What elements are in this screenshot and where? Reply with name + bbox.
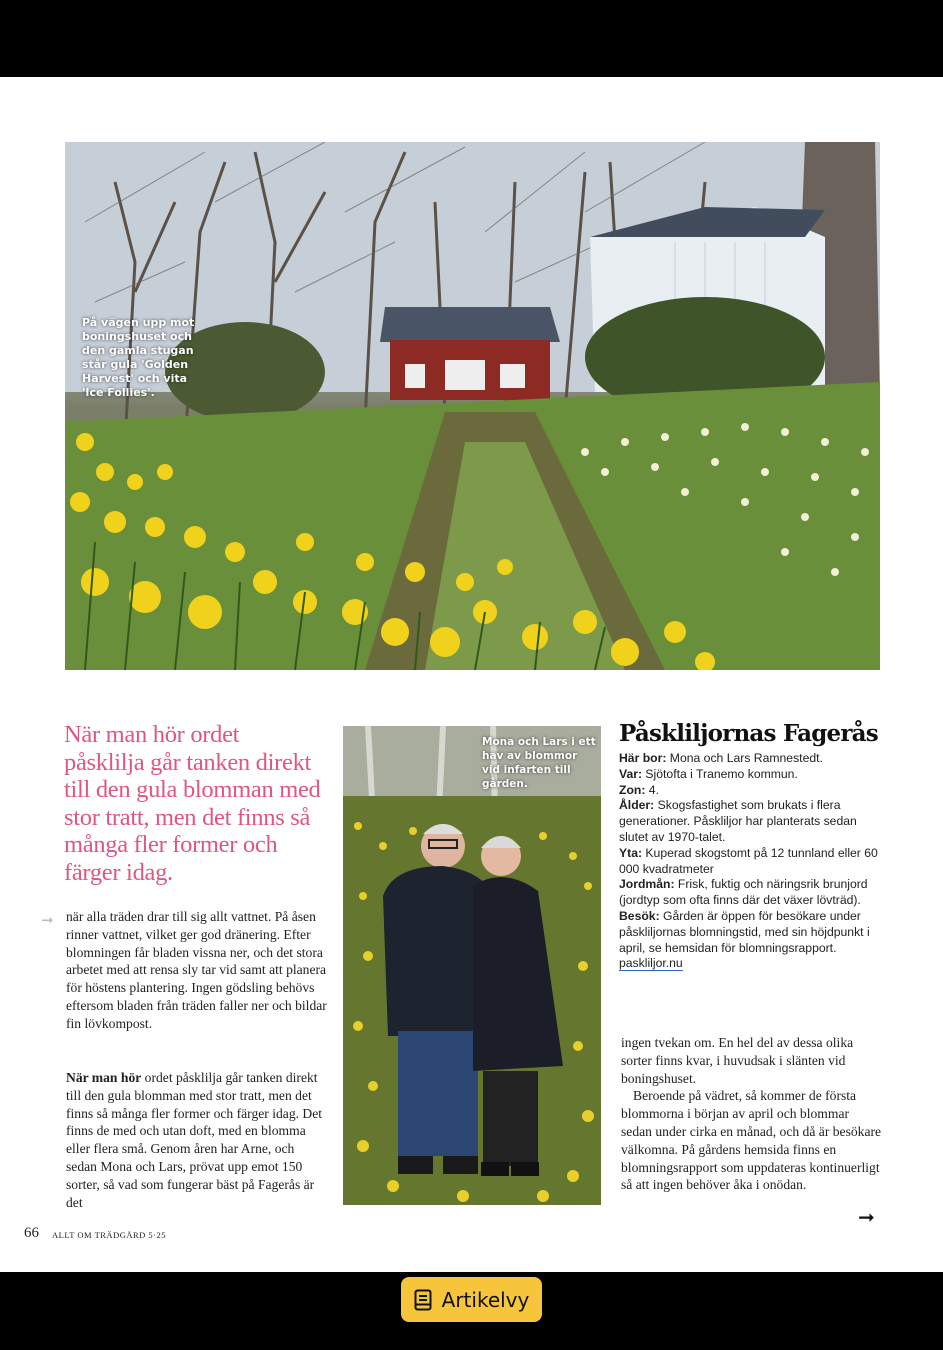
- article-icon: [414, 1289, 432, 1311]
- fact-row: Yta: Kuperad skogstomt på 12 tunnland eller 60 000 kvadratmeter: [619, 845, 878, 876]
- next-page-arrow-icon: ➞: [858, 1205, 875, 1229]
- fact-row: Ålder: Skogsfastighet som brukats i flera generationer. Påskliljor har planterats sedan slutet av 1970-talet.: [619, 798, 857, 844]
- continue-arrow-icon: ➞: [41, 911, 54, 929]
- paragraph: Beroende på vädret, så kommer de första blommorna i början av april och blommar sedan under cirka en månad, och då är besökare välkomna. På gårdens hemsida finns en blomningsrapport som uppdateras kontinuerligt så att ingen behöver åka i onödan.: [621, 1088, 882, 1193]
- portrait-photo: [343, 726, 601, 1205]
- top-bar: [0, 0, 943, 77]
- body-text-column-1a: när alla träden drar till sig allt vattnet. På åsen rinner vattnet, vilket ger god dränering. Efter blomningen får bladen vissna ner, och det stora arbetet med att rensa sly tar vid samt att planera för höstens plantering. Ingen gödsling behövs eftersom bladen från träden faller ner och bildar fin lövkompost.: [66, 909, 327, 1031]
- portrait-illustration: [343, 726, 601, 1205]
- body-text-column-1b: [66, 1069, 328, 1211]
- fact-row: Zon: 4.: [619, 782, 659, 797]
- factbox-title: Påskliljornas Fagerås: [619, 720, 878, 747]
- body-text-column-3: [621, 1034, 883, 1194]
- magazine-name: ALLT OM TRÄDGÅRD 5·25: [52, 1230, 167, 1240]
- factbox: [619, 751, 879, 972]
- fact-row: Här bor: Mona och Lars Ramnestedt.: [619, 751, 823, 765]
- hero-photo: [65, 142, 880, 670]
- hero-illustration: [65, 142, 880, 670]
- article-view-button[interactable]: [401, 1277, 542, 1322]
- paragraph-lead-in: När man hör: [66, 1070, 142, 1085]
- article-lead: När man hör ordet påsklilja går tanken direkt till den gula blomman med stor tratt, men det finns så många fler former och färger idag.: [64, 721, 321, 886]
- fact-row: Var: Sjötofta i Tranemo kommun.: [619, 766, 798, 781]
- article-view-label: Artikelvy: [441, 1287, 530, 1312]
- paragraph: ingen tvekan om. En hel del av dessa olika sorter finns kvar, i huvudsak i slänten vid boningshuset.: [621, 1035, 854, 1086]
- page-number: 66: [24, 1225, 39, 1241]
- fact-row: Jordmån: Frisk, fuktig och näringsrik brunjord (jordtyp som ofta finns där det växer lövträd).: [619, 877, 868, 908]
- website-link[interactable]: paskliljor.nu: [619, 956, 683, 971]
- magazine-page: [0, 77, 943, 1272]
- fact-row: Besök: Gården är öppen för besökare under påskliljornas blomningstid, med sin höjdpunkt i april, se hemsidan för blomningsrapport.: [619, 908, 870, 955]
- portrait-caption: Mona och Lars i ett hav av blommor vid infarten till gården.: [482, 736, 596, 790]
- hero-caption: På vägen upp mot boningshuset och den gamla stugan står gula 'Golden Harvest' och vita 'Ice Follies'.: [82, 316, 195, 399]
- paragraph-text: ordet påsklilja går tanken direkt till den gula blomman med stor tratt, men det finns så många fler former och färger idag. Det finns de med och utan doft, med en blomma eller flera små. Genom åren har Arne, och sedan Mona och Lars, prövat upp emot 150 sorter, så vad som fungerar bäst på Fagerås är det: [66, 1070, 323, 1210]
